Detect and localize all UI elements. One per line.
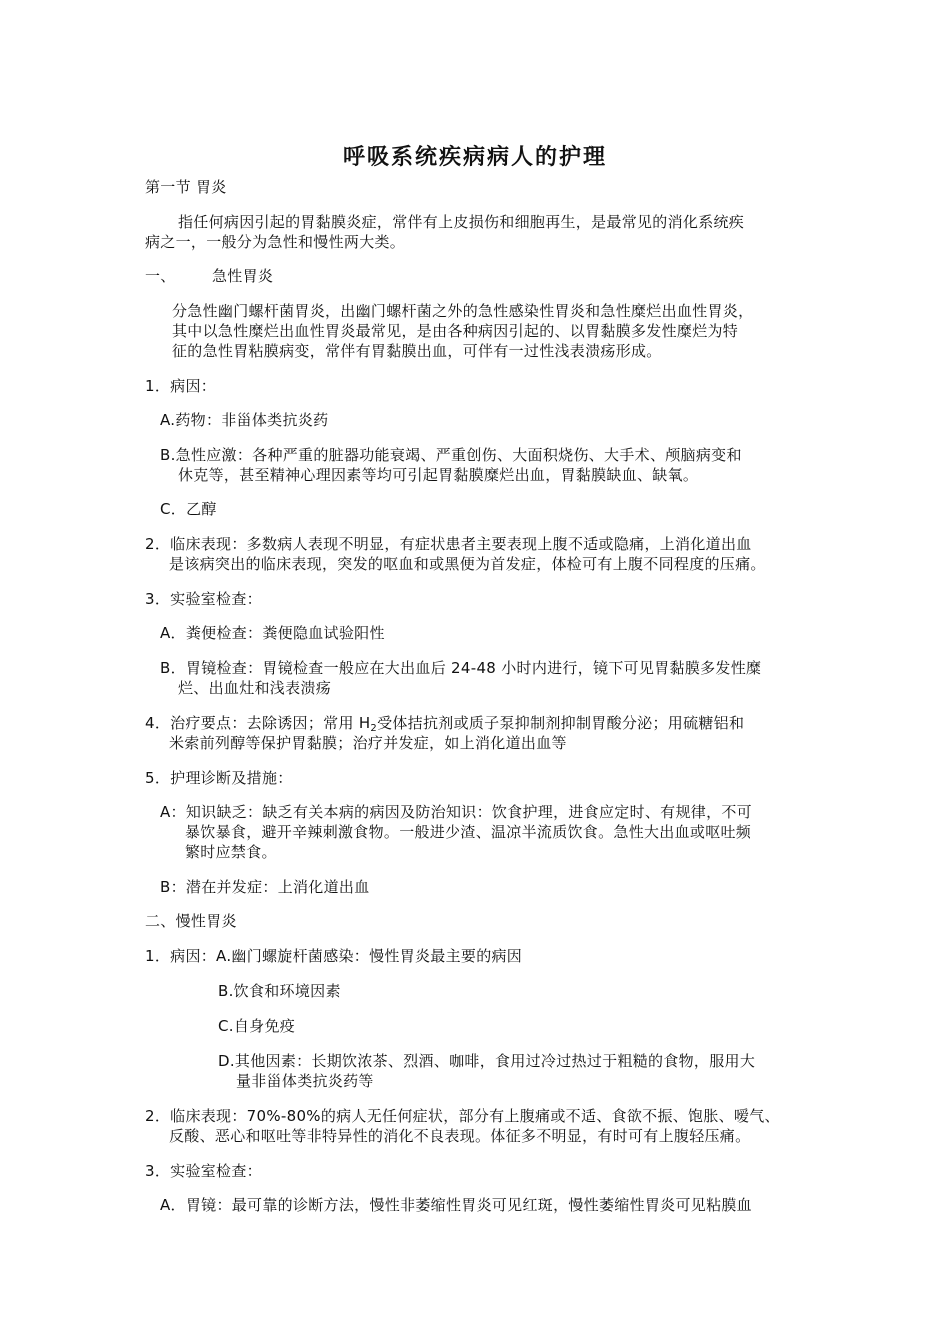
acute-nursing-heading: 5．护理诊断及措施：: [145, 769, 293, 787]
acute-lab-a: A．粪便检查：粪便隐血试验阳性: [160, 624, 385, 642]
acute-treatment-line-2: 米索前列醇等保护胃黏膜；治疗并发症，如上消化道出血等: [169, 734, 567, 752]
acute-desc-line-3: 征的急性胃粘膜病变，常伴有胃黏膜出血，可伴有一过性浅表溃疡形成。: [172, 342, 662, 360]
chronic-cause-d-line-2: 量非甾体类抗炎药等: [236, 1072, 374, 1090]
acute-lab-heading: 3．实验室检查：: [145, 590, 262, 608]
acute-desc-line-1: 分急性幽门螺杆菌胃炎，出幽门螺杆菌之外的急性感染性胃炎和急性糜烂出血性胃炎，: [172, 302, 754, 320]
chronic-cause-c: C.自身免疫: [218, 1017, 296, 1035]
acute-nursing-a-line-1: A：知识缺乏：缺乏有关本病的病因及防治知识：饮食护理，进食应定时、有规律，不可: [160, 803, 752, 821]
chronic-clinical-line-1: 2．临床表现：70%-80%的病人无任何症状，部分有上腹痛或不适、食欲不振、饱胀、嗳气、: [145, 1107, 780, 1125]
acute-nursing-a-line-2: 暴饮暴食，避开辛辣刺激食物。一般进少渣、温凉半流质饮食。急性大出血或呕吐频: [185, 823, 752, 841]
section-heading: 第一节 胃炎: [145, 178, 227, 196]
acute-treatment-line-1: [145, 713, 744, 734]
acute-clinical-line-1: 2．临床表现：多数病人表现不明显，有症状患者主要表现上腹不适或隐痛，上消化道出血: [145, 535, 752, 553]
acute-nursing-a-line-3: 繁时应禁食。: [185, 843, 277, 861]
acute-heading: 急性胃炎: [212, 267, 274, 285]
acute-desc-line-2: 其中以急性糜烂出血性胃炎最常见，是由各种病因引起的、以胃黏膜多发性糜烂为特: [172, 322, 739, 340]
acute-cause-heading: 1．病因：: [145, 377, 217, 395]
document-title: 呼吸系统疾病病人的护理: [342, 145, 607, 170]
chronic-lab-a: A．胃镜：最可靠的诊断方法，慢性非萎缩性胃炎可见红斑，慢性萎缩性胃炎可见粘膜血: [160, 1196, 752, 1214]
treatment-text-post: 受体拮抗剂或质子泵抑制剂抑制胃酸分泌；用硫糖铝和: [377, 714, 745, 732]
acute-clinical-line-2: 是该病突出的临床表现，突发的呕血和或黑便为首发症，体检可有上腹不同程度的压痛。: [169, 555, 766, 573]
acute-cause-b-line-1: B.急性应激：各种严重的脏器功能衰竭、严重创伤、大面积烧伤、大手术、颅脑病变和: [160, 446, 742, 464]
treatment-text-pre: 4．治疗要点：去除诱因；常用 H: [145, 714, 371, 732]
chronic-cause-a: 1．病因：A.幽门螺旋杆菌感染：慢性胃炎最主要的病因: [145, 947, 523, 965]
chronic-lab-heading: 3．实验室检查：: [145, 1162, 262, 1180]
acute-number: 一、: [145, 267, 176, 285]
acute-cause-a: A.药物：非甾体类抗炎药: [160, 411, 329, 429]
acute-cause-b-line-2: 休克等，甚至精神心理因素等均可引起胃黏膜糜烂出血，胃黏膜缺血、缺氧。: [178, 466, 699, 484]
acute-nursing-b: B：潜在并发症：上消化道出血: [160, 878, 370, 896]
acute-cause-c: C．乙醇: [160, 500, 217, 518]
intro-line-2: 病之一，一般分为急性和慢性两大类。: [145, 233, 406, 251]
chronic-cause-b: B.饮食和环境因素: [218, 982, 341, 1000]
chronic-heading: 二、慢性胃炎: [145, 912, 237, 930]
acute-lab-b-line-2: 烂、出血灶和浅表溃疡: [178, 679, 332, 697]
acute-lab-b-line-1: B．胃镜检查：胃镜检查一般应在大出血后 24-48 小时内进行，镜下可见胃黏膜多发性糜: [160, 659, 762, 677]
chronic-cause-d-line-1: D.其他因素：长期饮浓茶、烈酒、咖啡，食用过冷过热过于粗糙的食物，服用大: [218, 1052, 756, 1070]
intro-line-1: 指任何病因引起的胃黏膜炎症，常伴有上皮损伤和细胞再生，是最常见的消化系统疾: [178, 213, 745, 231]
h2-subscript: 2: [370, 723, 378, 734]
chronic-clinical-line-2: 反酸、恶心和呕吐等非特异性的消化不良表现。体征多不明显，有时可有上腹轻压痛。: [169, 1127, 751, 1145]
